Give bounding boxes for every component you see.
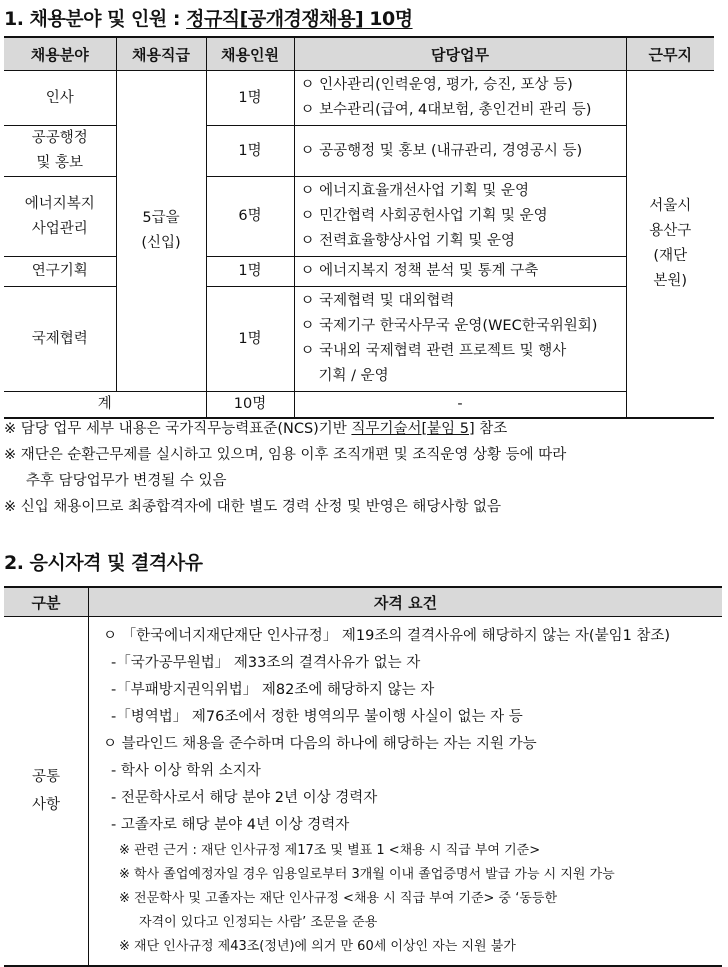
count-cell: 1명 bbox=[206, 257, 294, 287]
duty-item: ㅇ 민간협력 사회공헌사업 기획 및 운영 bbox=[300, 208, 548, 224]
field-cell: 연구기획 bbox=[4, 257, 116, 287]
requirement-item: 자격이 있다고 인정되는 사람’ 조문을 준용 bbox=[139, 915, 378, 930]
header-requirements: 자격 요건 bbox=[89, 587, 723, 617]
field-cell: 인사 bbox=[4, 71, 116, 126]
header-duty: 담당업무 bbox=[294, 37, 626, 71]
duty-item: ㅇ 인사관리(인력운영, 평가, 승진, 포상 등) bbox=[300, 77, 573, 93]
duty-item: 기획 / 운영 bbox=[318, 368, 389, 384]
header-category: 구분 bbox=[4, 587, 89, 617]
field-cell: 공공행정 및 홍보 bbox=[4, 126, 116, 177]
qualification-row bbox=[4, 617, 722, 967]
note-ncs bbox=[4, 416, 722, 442]
category-line: 사항 bbox=[31, 797, 60, 813]
section2-title: 2. 응시자격 및 결격사유 bbox=[4, 552, 203, 574]
duty-cell bbox=[294, 177, 626, 257]
duty-item: ㅇ 에너지효율개선사업 기획 및 운영 bbox=[300, 183, 530, 199]
requirement-item: ※ 전문학사 및 고졸자는 재단 인사규정 <채용 시 직급 부여 기준> 중 ‘동등한 bbox=[119, 891, 558, 906]
recruitment-row bbox=[4, 126, 714, 177]
recruitment-row bbox=[4, 71, 714, 126]
requirement-item: -「국가공무원법」 제33조의 결격사유가 없는 자 bbox=[111, 655, 421, 671]
recruitment-row bbox=[4, 287, 714, 392]
recruitment-table-header bbox=[4, 37, 714, 71]
duty-item: ㅇ 전력효율향상사업 기획 및 운영 bbox=[300, 233, 516, 249]
category-cell bbox=[4, 617, 89, 967]
note-ncs-text: ※ 담당 업무 세부 내용은 국가직무능력표준(NCS)기반 bbox=[4, 421, 352, 437]
field-cell: 국제협력 bbox=[4, 287, 116, 392]
header-field: 채용분야 bbox=[4, 37, 116, 71]
duty-item: ㅇ 공공행정 및 홍보 (내규관리, 경영공시 등) bbox=[300, 142, 583, 159]
requirement-item: ㅇ 블라인드 채용을 준수하며 다음의 하나에 해당하는 자는 지원 가능 bbox=[103, 736, 537, 752]
duty-item: ㅇ 국제협력 및 대외협력 bbox=[300, 293, 455, 309]
requirement-item: ※ 재단 인사규정 제43조(정년)에 의거 만 60세 이상인 자는 지원 불가 bbox=[119, 939, 516, 954]
recruitment-table bbox=[4, 36, 714, 419]
duty-cell bbox=[294, 257, 626, 287]
count-cell: 6명 bbox=[206, 177, 294, 257]
location-line: 용산구 bbox=[649, 223, 692, 239]
note-new-hire: ※ 신입 채용이므로 최종합격자에 대한 별도 경력 산정 및 반영은 해당사항 없음 bbox=[4, 499, 502, 515]
duty-cell bbox=[294, 71, 626, 126]
header-count: 채용인원 bbox=[206, 37, 294, 71]
grade-line: (신입) bbox=[141, 235, 181, 251]
requirement-item: ㅇ 「한국에너지재단재단 인사규정」 제19조의 결격사유에 해당하지 않는 자(붙임1 참조) bbox=[103, 628, 671, 644]
total-count: 10명 bbox=[206, 392, 294, 419]
duty-item: ㅇ 국내외 국제협력 관련 프로젝트 및 행사 bbox=[300, 343, 567, 359]
grade-line: 5급을 bbox=[142, 210, 180, 226]
note-rotation: ※ 재단은 순환근무제를 실시하고 있으며, 임용 이후 조직개편 및 조직운영 상황 등에 따라 bbox=[4, 447, 567, 463]
header-location: 근무지 bbox=[626, 37, 714, 71]
field-cell: 에너지복지 사업관리 bbox=[4, 177, 116, 257]
requirements-cell bbox=[89, 617, 723, 967]
requirement-item: - 전문학사로서 해당 분야 2년 이상 경력자 bbox=[111, 790, 378, 806]
recruitment-row bbox=[4, 257, 714, 287]
requirement-item: ※ 관련 근거 : 재단 인사규정 제17조 및 별표 1 <채용 시 직급 부여 기준> bbox=[119, 843, 541, 858]
header-grade: 채용직급 bbox=[116, 37, 206, 71]
recruitment-row bbox=[4, 177, 714, 257]
requirement-item: - 학사 이상 학위 소지자 bbox=[111, 763, 261, 779]
section1-title-prefix: 1. 채용분야 및 인원 : bbox=[4, 8, 187, 30]
note-ncs-link: 직무기술서[붙임 5] bbox=[351, 421, 475, 437]
count-cell: 1명 bbox=[206, 287, 294, 392]
total-label: 계 bbox=[4, 392, 206, 419]
note-ncs-suffix: 참조 bbox=[474, 421, 508, 437]
duty-item: ㅇ 에너지복지 정책 분석 및 통계 구축 bbox=[300, 263, 539, 279]
duty-cell bbox=[294, 126, 626, 177]
requirement-item: -「병역법」 제76조에서 정한 병역의무 불이행 사실이 없는 자 등 bbox=[111, 709, 523, 725]
count-cell: 1명 bbox=[206, 126, 294, 177]
requirement-item: -「부패방지권익위법」 제82조에 해당하지 않는 자 bbox=[111, 682, 435, 698]
section1-title bbox=[4, 4, 413, 31]
duty-item: ㅇ 국제기구 한국사무국 운영(WEC한국위원회) bbox=[300, 318, 598, 334]
requirement-item: - 고졸자로 해당 분야 4년 이상 경력자 bbox=[111, 817, 350, 833]
qualification-table-header bbox=[4, 587, 722, 617]
category-line: 공통 bbox=[31, 769, 60, 785]
note-rotation-cont: 추후 담당업무가 변경될 수 있음 bbox=[26, 473, 227, 489]
location-line: (재단 bbox=[653, 248, 688, 264]
duty-cell bbox=[294, 287, 626, 392]
count-cell: 1명 bbox=[206, 71, 294, 126]
location-line: 본원) bbox=[653, 273, 688, 289]
location-line: 서울시 bbox=[649, 198, 692, 214]
section1-notes bbox=[4, 416, 722, 520]
total-duty: - bbox=[294, 392, 626, 419]
requirement-item: ※ 학사 졸업예정자일 경우 임용일로부터 3개월 이내 졸업증명서 발급 가능 시 지원 가능 bbox=[119, 867, 615, 882]
duty-item: ㅇ 보수관리(급여, 4대보험, 총인건비 관리 등) bbox=[300, 102, 592, 118]
section1-title-underlined: 정규직[공개경쟁채용] 10명 bbox=[186, 8, 413, 30]
location-cell bbox=[626, 71, 714, 419]
grade-cell bbox=[116, 71, 206, 392]
qualification-table bbox=[4, 586, 722, 967]
total-row bbox=[4, 392, 714, 419]
